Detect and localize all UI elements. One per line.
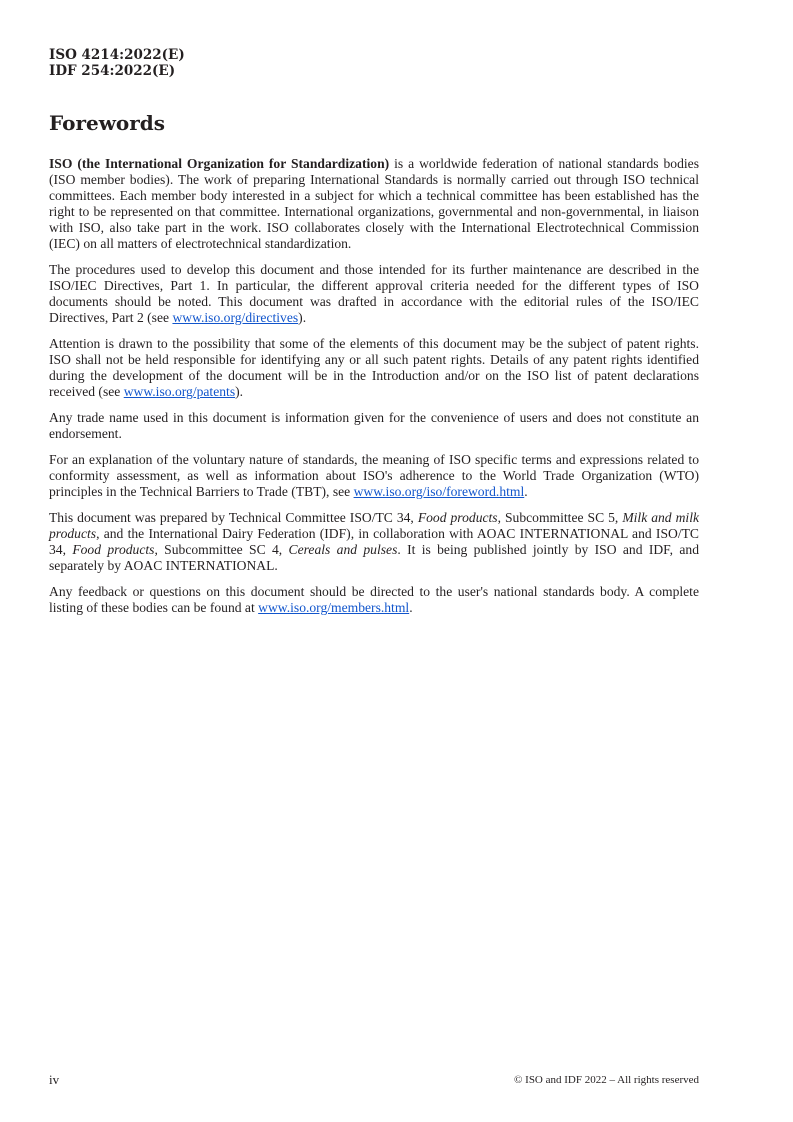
page-number: iv [49, 1072, 60, 1087]
members-link[interactable]: www.iso.org/members.html [258, 600, 410, 615]
italic-term: Food products [417, 510, 498, 525]
paragraph-text: This document was prepared by Technical Committee ISO/TC 34, [49, 510, 418, 525]
directives-link[interactable]: www.iso.org/directives [172, 310, 299, 325]
paragraph-voluntary [49, 452, 699, 500]
iso-name-bold: ISO (the International Organization for Standardization) [49, 156, 390, 171]
paragraph-text: Any feedback or questions on this document should be directed to the user's national standards body. A complete listing of these bodies can be found at [49, 584, 699, 615]
paragraph-text: For an explanation of the voluntary nature of standards, the meaning of ISO specific terms and expressions related to conformity assessment, as well as information about ISO's adherence to the World Trade Organization (WTO) principles in the Technical Barriers to Trade (TBT), see [49, 452, 699, 499]
document-header [49, 47, 185, 79]
foreword-body [49, 156, 699, 626]
paragraph-text: Any trade name used in this document is information given for the convenience of users and does not constitute an endorsement. [49, 410, 699, 441]
paragraph-text: is a worldwide federation of national standards bodies (ISO member bodies). The work of preparing International Standards is normally carried out through ISO technical committees. Each member body interested in a subject for which a technical committee has been established has the right to be represented on that committee. International organizations, governmental and non-governmental, in liaison with ISO, also take part in the work. ISO collaborates closely with the International Electrotechnical Commission (IEC) on all matters of electrotechnical standardization. [49, 156, 699, 251]
italic-term: Milk and milk products [49, 510, 700, 541]
italic-term: Cereals and pulses [288, 542, 398, 557]
paragraph-text: , and the International Dairy Federation (IDF), in collaboration with AOAC INTERNATIONAL and ISO/TC 34, [49, 526, 699, 557]
foreword-link[interactable]: www.iso.org/iso/foreword.html [353, 484, 525, 499]
copyright-notice: © ISO and IDF 2022 – All rights reserved [514, 1074, 699, 1086]
paragraph-iso-intro [49, 156, 699, 252]
paragraph-text: , Subcommittee SC 5, [497, 510, 623, 525]
paragraph-text: Attention is drawn to the possibility that some of the elements of this document may be the subject of patent rights. ISO shall not be held responsible for identifying any or all such patent rights. Details of any patent rights identified during the development of the document will be in the Introduction and/or on the ISO list of patent declarations received (see [49, 336, 699, 399]
paragraph-text-after: . [524, 484, 528, 499]
paragraph-text: The procedures used to develop this document and those intended for its further maintenance are described in the ISO/IEC Directives, Part 1. In particular, the different approval criteria needed for the different types of ISO documents should be noted. This document was drafted in accordance with the editorial rules of the ISO/IEC Directives, Part 2 (see [49, 262, 699, 325]
idf-reference: IDF 254:2022(E) [49, 63, 176, 79]
iso-reference: ISO 4214:2022(E) [49, 47, 185, 63]
paragraph-text-after: ). [235, 384, 244, 399]
paragraph-text-after: ). [298, 310, 307, 325]
paragraph-procedures [49, 262, 699, 326]
italic-term: Food products [72, 542, 155, 557]
paragraph-feedback [49, 584, 699, 616]
paragraph-committee [49, 510, 699, 574]
paragraph-text-after: . [409, 600, 413, 615]
paragraph-text: , Subcommittee SC 4, [154, 542, 289, 557]
page-title: Forewords [49, 111, 166, 135]
patents-link[interactable]: www.iso.org/patents [123, 384, 236, 399]
paragraph-trade-name [49, 410, 699, 442]
paragraph-text: . It is being published jointly by ISO and IDF, and separately by AOAC INTERNATIONAL. [49, 542, 699, 573]
paragraph-patents [49, 336, 699, 400]
